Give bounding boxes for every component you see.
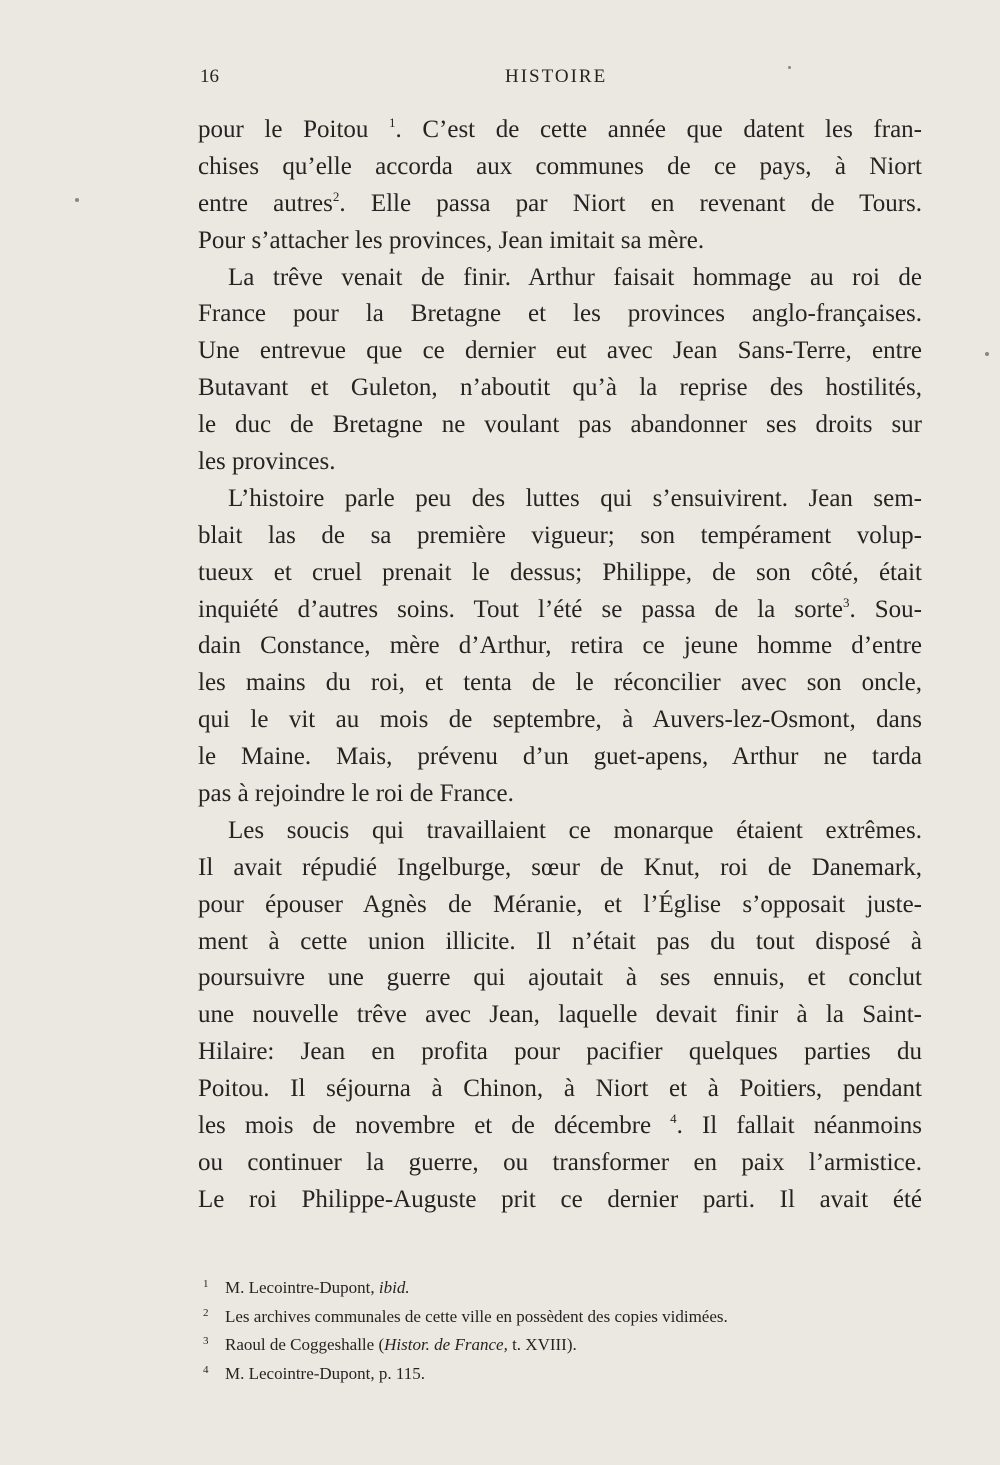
text-line: Il avait répudié Ingelburge, sœur de Knut, roi de Danemark, [198,853,922,881]
text-line: chises qu’elle accorda aux communes de ce pays, à Niort [198,152,922,180]
text-line: Poitou. Il séjourna à Chinon, à Niort et à Poitiers, pendant [198,1075,922,1103]
text-line: les mois de novembre et de décembre $^4$. Il fallait néanmoins [198,1111,922,1140]
text-line: Le roi Philippe-Auguste prit ce dernier parti. Il avait été [198,1185,922,1213]
footnote: 2 Les archives communales de cette ville en possèdent des copies vidimées. [203,1301,923,1330]
text-line: Une entrevue que ce dernier eut avec Jean Sans-Terre, entre [198,337,922,365]
footnote-ref: 1 [389,115,396,130]
footnote-mark: 3 [203,1335,209,1347]
text-line: qui le vit au mois de septembre, à Auvers-lez-Osmont, dans [198,706,922,734]
text-line: une nouvelle trêve avec Jean, laquelle devait finir à la Saint- [198,1001,922,1029]
footnote: 1 M. Lecointre-Dupont, ibid. [203,1272,923,1301]
paragraph-first-line: La trêve venait de finir. Arthur faisait hommage au roi de [228,263,922,291]
paragraph-first-line: L’histoire parle peu des luttes qui s’ensuivirent. Jean sem- [228,484,922,512]
text-line: dain Constance, mère d’Arthur, retira ce jeune homme d’entre [198,632,922,660]
text-line: ment à cette union illicite. Il n’était pas du tout disposé à [198,927,922,955]
text-line: ou continuer la guerre, ou transformer en paix l’armistice. [198,1148,922,1176]
text-line: pour épouser Agnès de Méranie, et l’Église s’opposait juste- [198,890,922,918]
text-line: Butavant et Guleton, n’aboutit qu’à la reprise des hostilités, [198,374,922,402]
footnote-mark: 1 [203,1278,209,1290]
text-line: pas à rejoindre le roi de France. [198,780,514,808]
body-text [198,112,922,1219]
text-line: entre autres$^2$. Elle passa par Niort en revenant de Tours. [198,188,923,217]
text-line: le duc de Bretagne ne voulant pas abandonner ses droits sur [198,411,922,439]
text-line: pour le Poitou $^1$. C’est de cette année que datent les fran- [198,115,922,143]
text-line: blait las de sa première vigueur; son tempérament volup- [198,521,922,549]
footnotes [203,1272,923,1386]
page-number: 16 [200,66,219,87]
text-line: les provinces. [198,448,336,476]
footnote-mark: 2 [203,1306,209,1319]
running-title: HISTOIRE [505,66,608,87]
footnote-ref: 3 [842,594,850,610]
text-line: Pour s’attacher les provinces, Jean imitait sa mère. [198,226,705,254]
text-line: Hilaire: Jean en profita pour pacifier quelques parties du [198,1038,922,1066]
footnote-ref: 4 [670,1111,677,1127]
text-line: inquiété d’autres soins. Tout l’été se passa de la sorte$^3$. Sou- [198,594,922,623]
footnote-ref: 2 [332,188,340,204]
text-line: France pour la Bretagne et les provinces anglo-françaises. [198,300,922,328]
paper-speck [788,66,791,69]
text-line: le Maine. Mais, prévenu d’un guet-apens, Arthur ne tarda [198,743,922,771]
footnote: 3 Raoul de Coggeshalle (Histor. de France, t. XVIII). [203,1329,923,1358]
text-line: tueux et cruel prenait le dessus; Philippe, de son côté, était [198,558,922,586]
footnote-mark: 4 [203,1363,209,1376]
text-line: poursuivre une guerre qui ajoutait à ses ennuis, et conclut [198,964,922,992]
running-head [200,66,920,96]
paper-speck [985,352,989,356]
paper-speck [75,198,79,202]
footnote: 4 M. Lecointre-Dupont, p. 115. [203,1358,923,1387]
paragraph-first-line: Les soucis qui travaillaient ce monarque étaient extrêmes. [228,816,922,844]
text-line: les mains du roi, et tenta de le réconcilier avec son oncle, [198,669,922,697]
